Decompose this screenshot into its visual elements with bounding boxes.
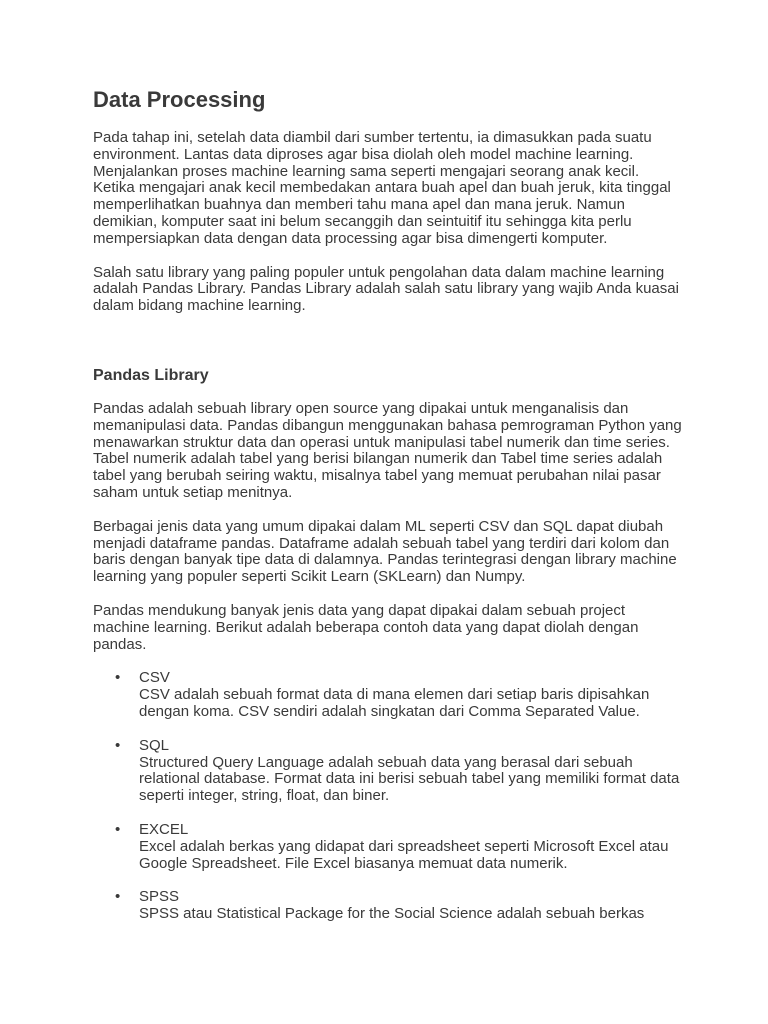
list-item-excel — [93, 822, 683, 872]
list-item-description: Structured Query Language adalah sebuah data yang berasal dari sebuah relational database. Format data ini berisi sebuah tabel yang memiliki format data seperti integer, string, float, dan biner. — [139, 753, 680, 805]
bullet-icon: • — [115, 736, 121, 754]
list-item-description: Excel adalah berkas yang didapat dari spreadsheet seperti Microsoft Excel atau Google Spreadsheet. File Excel biasanya memuat data numerik. — [139, 837, 669, 872]
bullet-icon: • — [115, 669, 121, 687]
intro-paragraph-2: Salah satu library yang paling populer untuk pengolahan data dalam machine learning adalah Pandas Library. Pandas Library adalah salah satu library yang wajib Anda kuasai dalam bidang machine learning. — [93, 263, 679, 315]
bullet-icon: • — [115, 888, 121, 906]
list-item-description: SPSS atau Statistical Package for the Social Science adalah sebuah berkas — [139, 905, 645, 923]
list-item-title: SQL — [139, 736, 170, 754]
data-format-list — [93, 670, 683, 923]
bullet-icon: • — [115, 820, 121, 838]
section-paragraph-1: Pandas adalah sebuah library open source yang dipakai untuk menganalisis dan memanipulasi data. Pandas dibangun menggunakan bahasa pemrograman Python yang menawarkan struktur data dan operasi untuk manipulasi tabel numerik dan time series. Tabel numerik adalah tabel yang berisi bilangan numerik dan Tabel time series adalah tabel yang berubah seiring waktu, misalnya tabel yang memuat perubahan nilai pasar saham untuk setiap menitnya. — [93, 399, 682, 501]
list-item-description: CSV adalah sebuah format data di mana elemen dari setiap baris dipisahkan dengan koma. CSV sendiri adalah singkatan dari Comma Separated Value. — [139, 686, 650, 720]
list-item-title: EXCEL — [139, 820, 189, 838]
section-heading-pandas: Pandas Library — [93, 366, 209, 384]
list-item-spss — [93, 889, 683, 923]
section-paragraph-2: Berbagai jenis data yang umum dipakai dalam ML seperti CSV dan SQL dapat diubah menjadi dataframe pandas. Dataframe adalah sebuah tabel yang terdiri dari kolom dan baris dengan banyak tipe data di dalamnya. Pandas terintegrasi dengan library machine learning yang populer seperti Scikit Learn (SKLearn) dan Numpy. — [93, 517, 677, 586]
list-item-sql — [93, 738, 683, 805]
list-item-title: SPSS — [139, 888, 180, 906]
list-item-title: CSV — [139, 669, 170, 687]
list-item-csv — [93, 670, 683, 720]
page-title: Data Processing — [93, 87, 266, 112]
intro-paragraph-1: Pada tahap ini, setelah data diambil dari sumber tertentu, ia dimasukkan pada suatu environment. Lantas data diproses agar bisa diolah oleh model machine learning. Menjalankan proses machine learning sama seperti mengajari seorang anak kecil. Ketika mengajari anak kecil membedakan antara buah apel dan buah jeruk, kita tinggal memperlihatkan buahnya dan memberi tahu mana apel dan mana jeruk. Namun demikian, komputer saat ini belum secanggih dan seintuitif itu sehingga kita perlu mempersiapkan data dengan data processing agar bisa dimengerti komputer. — [93, 129, 671, 247]
section-paragraph-3: Pandas mendukung banyak jenis data yang dapat dipakai dalam sebuah project machine learning. Berikut adalah beberapa contoh data yang dapat diolah dengan pandas. — [93, 601, 639, 653]
document-page — [93, 86, 683, 940]
